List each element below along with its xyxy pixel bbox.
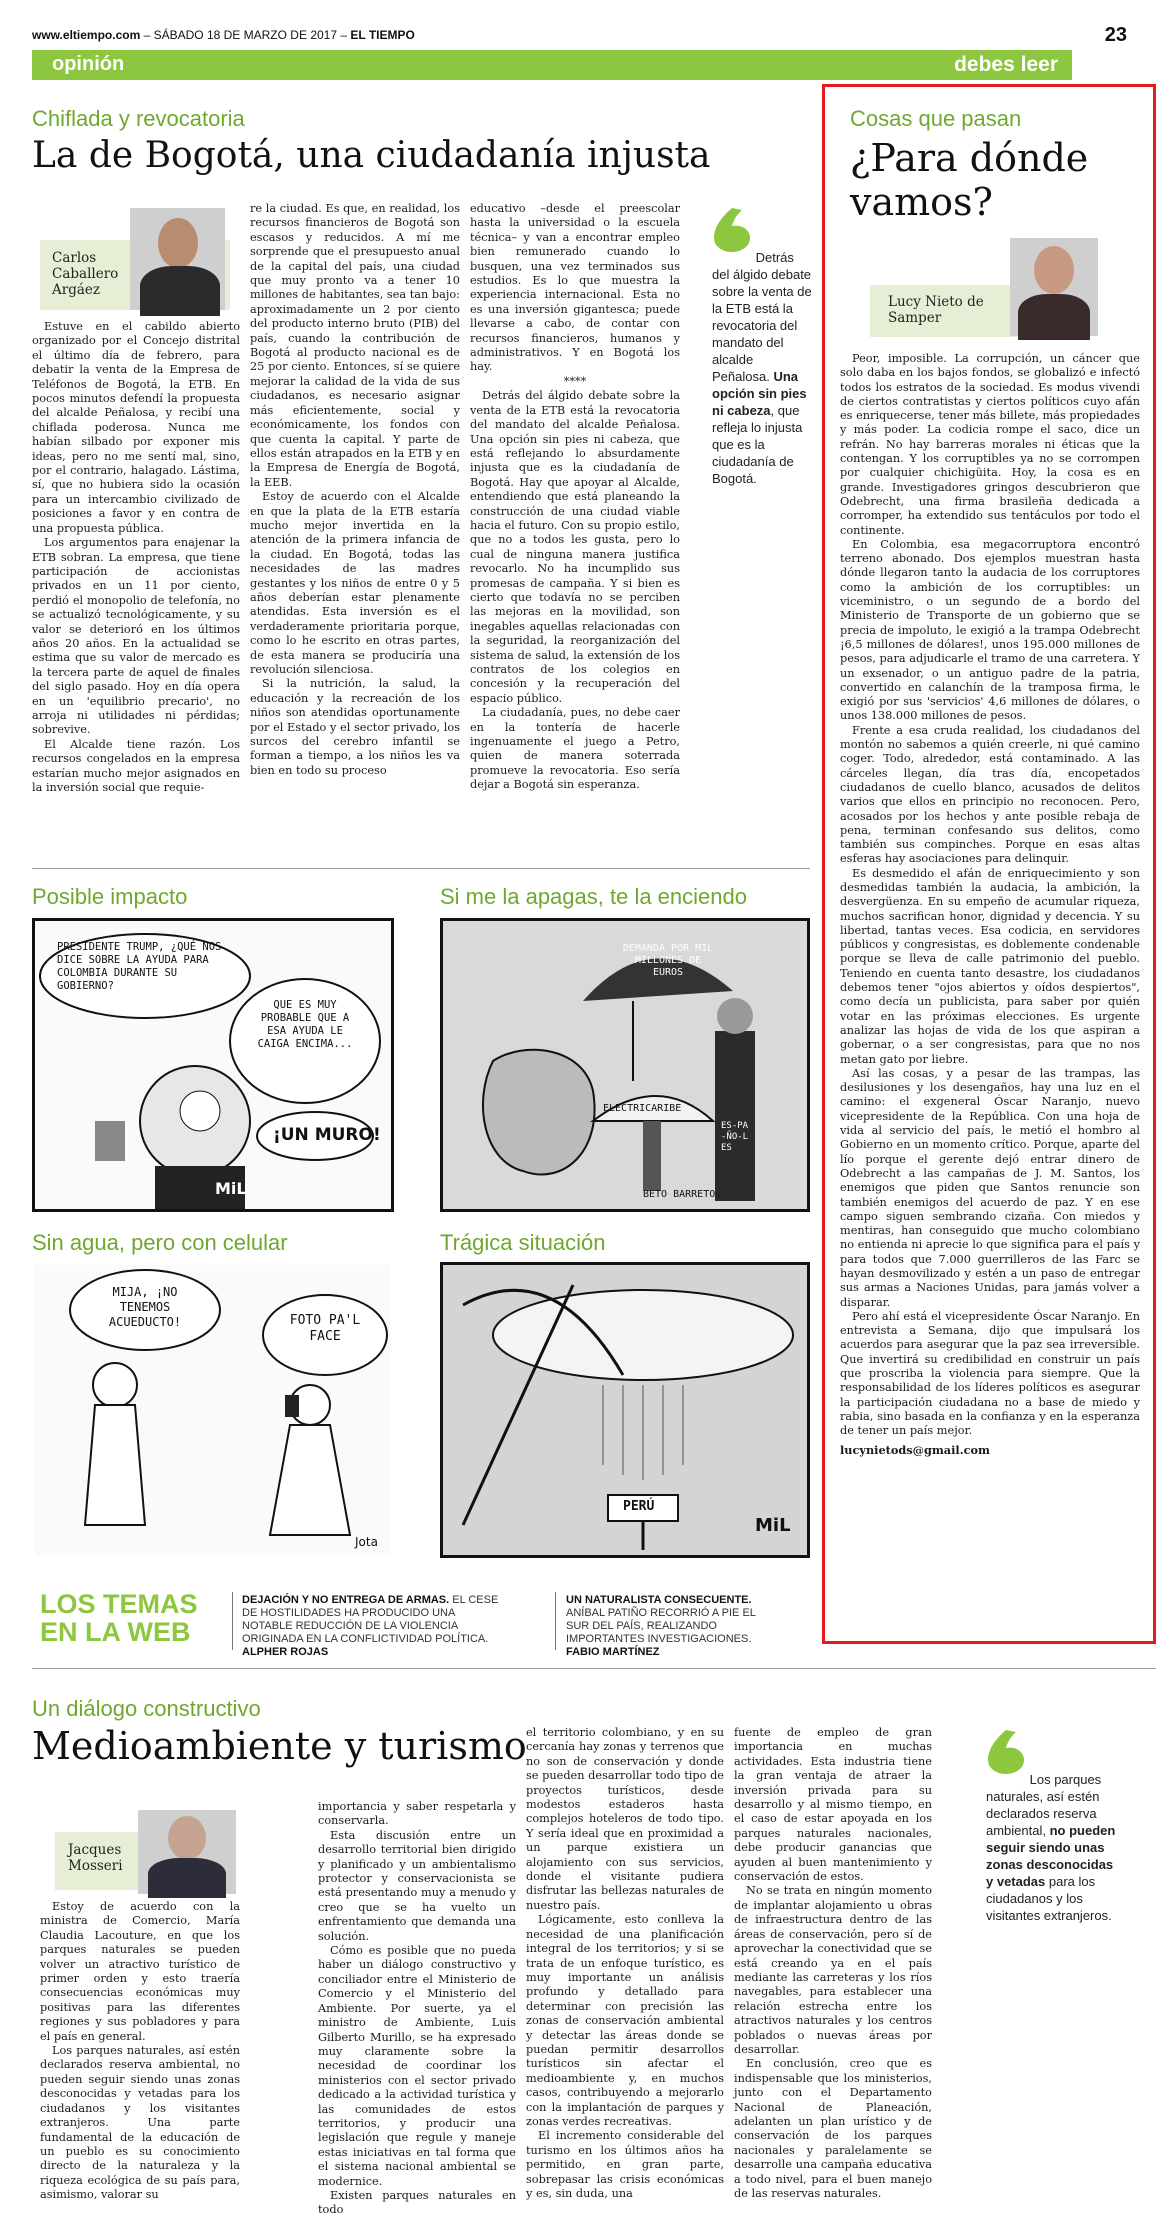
article1-headline: La de Bogotá, una ciudadanía injusta [32,135,711,176]
article2-col4: fuente de empleo de gran importancia en muchas actividades. Esta industria tiene la gran ventaja de atraer la inversión privada para su desarrollo y al mismo tiempo, en el caso de estar apoyada en los parques naturales nacionales, debe producir ganancias que ayuden al buen mantenimiento y conservación de estos. No se trata en ningún momento de implantar alojamiento u obras de infraestructura dentro de las áreas de conservación, pero sí de aprovechar la conectividad que se está creando ya en el país mediante las carreteras y los ríos navegables, para establecer una relación estrecha entre los atractivos naturales y los centros poblados o nuevas áreas por desarrollar. En conclusión, creo que es indispensable que los ministerios, junto con el Departamento Nacional de Planeación, adelanten un plan urístico y de conservación de los parques nacionales y paralelamente se desarrolle una campaña educativa a todo nivel, para el buen manejo de las reservas naturales. [734,1726,932,2200]
tema-item-2[interactable]: UN NATURALISTA CONSECUENTE. ANÍBAL PATIÑO RECORRIÓ A PIE EL SUR DEL PAÍS, REALIZANDO IMPORTANTES INVESTIGACIONES. FABIO MARTÍNEZ [566,1594,756,1658]
divider [32,1668,1156,1669]
article2-col1: Estoy de acuerdo con la ministra de Comercio, María Claudia Lacouture, en que los parques naturales se pueden volver un atractivo turístico de primer orden y esto traería consecuencias económicas muy positivas para las diferentes regiones y sus pobladores y para el país en general. Los parques naturales, así estén declarados reserva ambiental, no pueden seguir siendo unas zonas desconocidas y vetadas para los ciudadanos y los visitantes extranjeros. Una parte fundamental de la educación de un pueblo es su conocimiento directo de la naturaleza y la riqueza ecológica de su país para, asimismo, valorar su [40,1900,240,2202]
temas-label: LOS TEMAS EN LA WEB [40,1589,198,1647]
article2-pullquote: Los parques naturales, así estén declarados reserva ambiental, no pueden seguir siendo unas zonas desconocidas y vetadas para los ciudadanos y los visitantes extranjeros. [986,1730,1116,1924]
article2-author-name: Jacques Mosseri [68,1842,123,1874]
article1-pullquote: Detrás del álgido debate sobre la venta de la ETB está la revocatoria del mandato del alcalde Peñalosa. Una opción sin pies ni cabeza, que refleja lo injusta que es la ciudadanía de Bogotá. [712,208,812,487]
cartoon1-bubble3: ¡UN MURO! [273,1125,381,1145]
sidebar-author-photo [1010,238,1098,336]
article2-headline: Medioambiente y turismo [32,1724,527,1768]
author-name: Carlos Caballero Argáez [52,250,119,298]
cartoon2-figure-text: ES-PA-ÑO-LES [721,1121,749,1153]
cartoon2-umbrella-text: DEMANDA POR MIL MILLONES DE EUROS [622,943,714,978]
cartoon2-lamp-text: ELECTRICARIBE [603,1103,682,1114]
sidebar-kicker: Cosas que pasan [850,106,1022,131]
article1-col2: re la ciudad. Es que, en realidad, los recursos financieros de Bogotá son escasos y reducidos. A mí me sorprende que el presupuesto anual de la capital del país, una ciudad que muy pronto va a tener 10 millones de habitantes, sea tan bajo: aproximadamente un 2 por ciento del producto interno bruto (PIB) del país, cuando la contribución de Bogotá al producto nacional es de 25 por ciento. Entonces, sí se quiere mejorar la calidad de la vida de sus ciudadanos, es necesario asignar más eficientemente, social y económicamente, los fondos con que cuenta la capital. Y parte de ellos están atrapados en la ETB y en la Empresa de Energía de Bogotá, la EEB. Estoy de acuerdo con el Alcalde en que la plata de la ETB estaría mucho mejor invertida en la atención de la primera infancia de la ciudad. En Bogotá, todas las necesidades de las madres gestantes y los niños de entre 0 y 5 años deberían estar plenamente atendidas. Esta inversión es el verdaderamente prioritaria porque, como lo he escrito en otras partes, de esta manera se produciría una revolución silenciosa. Si la nutrición, la salud, la educación y la recreación de los niños son atendidas oportunamente por el Estado y el sector privado, los surcos del cerebro infantil se forman a tiempo, a los niños les va bien en todo su proceso [250,202,460,777]
cartoon1-bubble2: QUE ES MUY PROBABLE QUE A ESA AYUDA LE CAIGA ENCIMA... [257,999,353,1050]
section-band [32,50,1072,80]
quote-mark-icon [986,1730,1026,1774]
header-dateline: www.eltiempo.com – SÁBADO 18 DE MARZO DE 2017 – EL TIEMPO [32,28,415,42]
cartoon3-signature: Jota [355,1535,378,1549]
article1-col1: Estuve en el cabildo abierto organizado por el Concejo distrital el último día de febrero, para debatir la venta de la Empresa de Teléfonos de Bogotá, la ETB. En pocos minutos defendí la propuesta del alcalde Peñalosa, y recibí una chiflada poderosa. Nunca me habían silbado por exponer mis ideas, pero no me sentí mal, sino, por el contrario, halagado. Lástima, sí, que no hubiera sido la ocasión para un intercambio civilizado de posiciones a favor y en contra de una propuesta pública. Los argumentos para enajenar la ETB sobran. La empresa, que tiene participación de accionistas privados en un 11 por ciento, perdió el monopolio de telefonía, no se actualizó tecnológicamente, y su valor se deterioró en los últimos años 20 años. En la actualidad se estima que su valor de mercado es la tercera parte de aquel de finales del siglo pasado. Hoy en día opera en un 'equilibrio precario', no arroja ni utilidades ni pérdidas; sobrevive. El Alcalde tiene razón. Los recursos congelados en la empresa estarían mucho mejor asignados en la inversión social que requie- [32,320,240,794]
cartoon1-title: Posible impacto [32,884,188,909]
cartoon1-bubble1: PRESIDENTE TRUMP, ¿QUÉ NOS DICE SOBRE LA AYUDA PARA COLOMBIA DURANTE SU GOBIERNO? [57,941,222,992]
article2-col2: importancia y saber respetarla y conservarla. Esta discusión entre un desarrollo territorial bien dirigido y planificado y un ambientalismo protector y conservacionista se está presentando muy a menudo y creo que se ha vuelto un enfrentamiento que demanda una solución. Cómo es posible que no pueda haber un diálogo constructivo y conciliador entre el Ministerio de Comercio y el Ministerio del Ambiente. Por suerte, ya el ministro de Ambiente, Luis Gilberto Murillo, se ha expresado muy claramente sobre la necesidad de coordinar los ministerios con el sector privado dedicado a la actividad turística y las comunidades de estos territorios, y producir una legislación que regule y maneje estas iniciativas en tal forma que el sistema nacional ambiental se modernice. Existen parques naturales en todo [318,1800,516,2217]
divider [32,868,810,869]
cartoon-peru [440,1262,810,1558]
cartoon2-signature: BETO BARRETO. [643,1189,722,1200]
article1-kicker: Chiflada y revocatoria [32,106,245,131]
header-date: SÁBADO 18 DE MARZO DE 2017 [153,28,338,42]
cartoon4-sign: PERÚ [623,1499,655,1514]
cartoon4-signature: MiL [755,1515,791,1536]
sidebar-body: Peor, imposible. La corrupción, un cáncer que solo daba en los bajos fondos, se globalizó e infectó todos los estratos de la sociedad. Es modus vivendi de ciertos contratistas y ciertos políticos cuyo afán es enriquecerse, tener más billete, más propiedades y más poder. La codicia rompe el saco, dice un refrán. No hay barreras morales ni éticas que la contengan. Y los corruptibles ya no se corrompen por cualquier chichigüita. Hoy, la cosa es en grande. Investigadores gringos descubrieron que Odebrecht, una firma brasileña dedicada a corromper, ha extendido sus tentáculos por todo el continente. En Colombia, esa megacorruptora encontró terreno abonado. Dos ejemplos muestran hasta dónde llegaron tanto la audacia de los corruptores como la ambición de los corruptibles: un viceministro, o un segundo de a bordo del Ministerio de Transporte de un gobierno que se precia de impoluto, le exigió a la trampa Odebrecht ¡6,5 millones de dólares!, unos 195.000 millones de pesos, para adjudicarle el tramo de una carretera. Y un exsenador, o un antiguo padre de la patria, convertido en calanchín de la tramposa firma, le exigió por sus 'servicios' 4,6 millones de dólares, o unos 138.000 millones de pesos. Frente a esa cruda realidad, los ciudadanos del montón no sabemos a quién creerle, ni qué camino coger. Todo, alrededor, está contaminado. A las cárceles llegan, día tras día, encopetados ciudadanos de cuello blanco, acusados de delitos varios que ellos en principio no reconocen. Pero, acosados por los hechos y ante posible rebaja de pena, terminan confesando sus delitos, como también sus compinches. Porque en esas altas esferas hay asociaciones para delinquir. Es desmedido el afán de enriquecimiento y son desmedidas también la audacia, la ambición, la desvergüenza. En su empeño de acumular riqueza, muchos sacrifican honor, dignidad y decencia. Y su libertad, tantas veces. Esa codicia, en servidores públicos y congresistas, es doblemente condenable porque se lleva de calle patrimonio del pueblo. Teniendo en cuenta tanto desastre, los ciudadanos debemos tener "ojos abiertos y oídos despiertos", como decía un publicista, para saber por quién votar en las próximas elecciones. Es urgente analizar las hojas de vida de los que aspiran a gobernar, o a ser congresistas, para que no nos metan gato por liebre. Así las cosas, y a pesar de las trampas, las desilusiones y los desengaños, hay una luz en el camino: el exgeneral Óscar Naranjo, nuevo vicepresidente de la República. Con una hoja de vida al servicio del país, le metió el hombro al Gobierno en un momento crítico. Porque, aparte del lío porque el gerente dejó entrar dinero de Odebrecht a las campañas de J. M. Santos, los enemigos que piden que Santos renuncie son también enemigos del acuerdo de paz. Y en ese campo siguen sembrando cizaña. Con miedos y mentiras, han conseguido que mucho colombiano no entienda ni aprecie lo que significa para el país y para todos que 7.000 guerrilleros de las Farc se hayan desmovilizado y estén a un paso de entregar sus armas a Naciones Unidas, para jamás volver a disparar. Pero ahí está el vicepresidente Óscar Naranjo. En entrevista a Semana, dijo que impulsará los acuerdos para asegurar que la paz sea irreversible. Que invertirá su credibilidad en construir un país que proscriba la violencia para siempre. Que la responsabilidad de los líderes políticos es asegurar la participación ciudadana no a base de miedo y rabia, sino basada en la confianza y en la esperanza de tener un país mejor. lucynietods@gmail.com [840,352,1140,1457]
page-header [32,24,1127,48]
debes-leer-label: debes leer [954,53,1058,76]
quote-mark-icon [712,208,752,252]
cartoon3-title: Sin agua, pero con celular [32,1230,288,1255]
section-title: opinión [52,53,125,75]
cartoon4-title: Trágica situación [440,1230,606,1255]
cartoon-trump [32,918,394,1212]
article2-author-photo [138,1810,236,1894]
cartoon3-bubble1: MIJA, ¡NO TENEMOS ACUEDUCTO! [108,1285,182,1329]
tema-item-1[interactable]: DEJACIÓN Y NO ENTREGA DE ARMAS. EL CESE DE HOSTILIDADES HA PRODUCIDO UNA NOTABLE REDUCCIÓN DE LA VIOLENCIA ORIGINADA EN LA CONFLICTIVIDAD POLÍTICA. ALPHER ROJAS [242,1594,499,1658]
temas-divider [555,1592,556,1650]
article2-kicker: Un diálogo constructivo [32,1696,261,1721]
author-photo [130,208,225,310]
temas-divider [232,1592,233,1650]
sidebar-author-name: Lucy Nieto de Samper [888,294,984,326]
article1-col3: educativo –desde el preescolar hasta la universidad o la escuela técnica– y van a encontrar empleo bien remunerado cuando lo busquen, una vez terminados sus estudios. Es lo que muestra la experiencia internacional. Esta no es una inversión gigantesca; puede llevarse a cabo, de contar con recursos financieros, humanos y administrativos. Y en Bogotá los hay. **** Detrás del álgido debate sobre la venta de la ETB está la revocatoria del mandato del alcalde Peñalosa. Una opción sin pies ni cabeza, que está reflejando lo absurdamente injusta que es la ciudadanía de Bogotá. Hay que apoyar al Alcalde, entendiendo que está planeando la construcción de una ciudad viable hacia el futuro. Con su propio estilo, que no a todos les gusta, pero lo cual de ninguna manera justifica revocarlo. No ha incumplido sus promesas de campaña. Y si bien es cierto que todavía no se perciben las mejoras en la movilidad, son inegables aquellas relacionadas con la seguridad, la reorganización del sistema de salud, la extensión de los contratos de los colegios en concesión y la recuperación del espacio público. La ciudadanía, pues, no debe caer en la tontería de hacerle ingenuamente el juego a Petro, quien de manera soterrada promueve la revocatoria. Eso sería dejar a Bogotá sin esperanza. [470,202,680,792]
cartoon2-title: Si me la apagas, te la enciendo [440,884,747,909]
article2-col3: el territorio colombiano, y en su cercanía hay zonas y terrenos que no son de conservación y donde se pueden desarrollar todo tipo de proyectos turísticos, desde modestos estaderos hasta complejos hoteleros de todo tipo. Y sería ideal que en proximidad a un parque existiera un alojamiento con sus servicios, donde el visitante pudiera disfrutar las bellezas naturales de nuestro país. Lógicamente, esto conlleva la necesidad de una planificación integral de los territorios; y si se trata de un enfoque turístico, es muy importante un análisis profundo y detallado para determinar con precisión las zonas de conservación ambiental y detectar las áreas donde se puedan permitir desarrollos turísticos sin afectar el medioambiente y, en muchos casos, contribuyendo a mejorarlo con la implantación de parques y zonas verdes recreativas. El incremento considerable del turismo en los últimos años ha permitido, en gran parte, sobrepasar las crisis económicas y es, sin duda, una [526,1726,724,2200]
page-number: 23 [1104,24,1127,46]
sidebar-email[interactable]: lucynietods@gmail.com [840,1442,991,1457]
cartoon1-signature: MiL [215,1179,247,1198]
paper-name: EL TIEMPO [350,28,415,42]
cartoon-celular [32,1262,394,1558]
site-url[interactable]: www.eltiempo.com [32,28,141,42]
cartoon-electricaribe [440,918,810,1212]
cartoon3-bubble2: FOTO PA'L FACE [289,1313,361,1344]
sidebar-headline: ¿Para dónde vamos? [850,136,1089,224]
